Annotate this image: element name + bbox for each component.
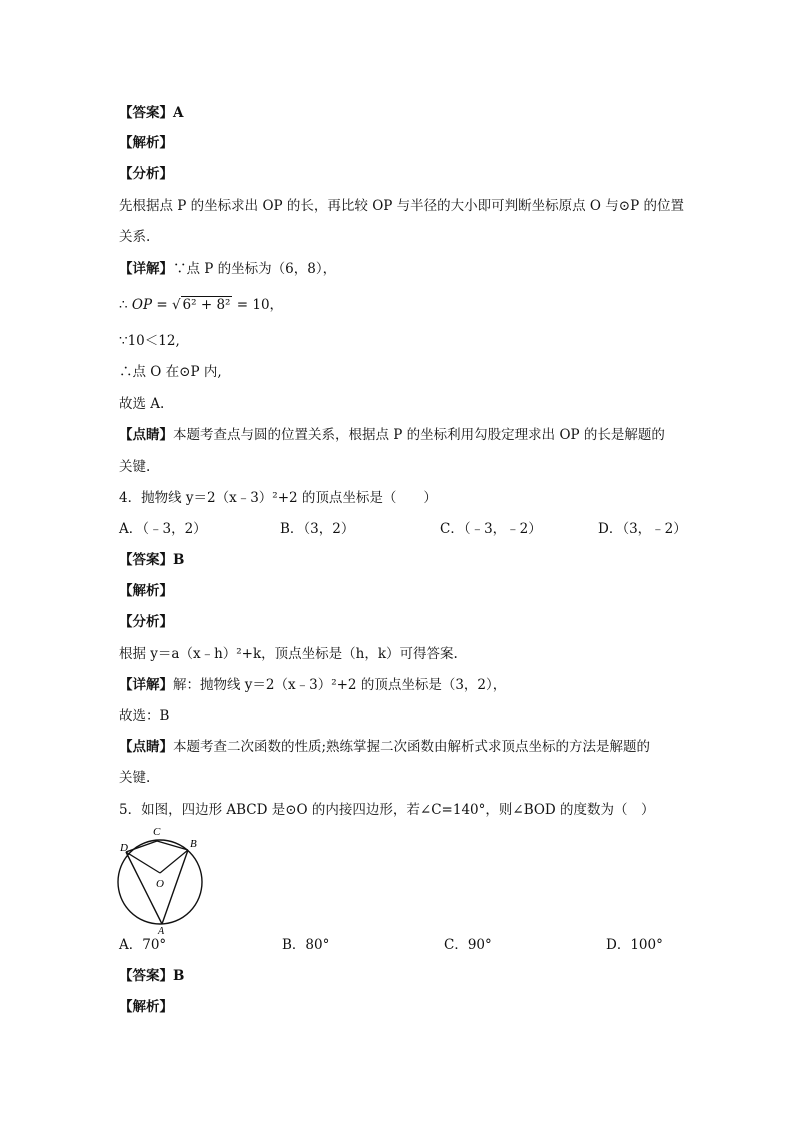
sqrt-expression: √ 6² + 8² (171, 297, 231, 313)
q5-option-c: C．90° (444, 937, 492, 953)
q3-analysis-label: 【解析】 (119, 135, 173, 151)
q3-detail-text: ∵点 P 的坐标为（6，8）， (173, 261, 337, 277)
q3-comment-text-1: 本题考查点与圆的位置关系，根据点 P 的坐标利用勾股定理求出 OP 的长是解题的 (173, 427, 665, 443)
q4-fenxi-label: 【分析】 (119, 614, 173, 630)
q3-comment-label: 【点睛】 (119, 427, 173, 443)
q4-analysis-label: 【解析】 (119, 583, 173, 599)
label-c: C (153, 826, 161, 838)
q4-option-c: C．（﹣3，﹣2） (440, 521, 542, 537)
q3-comment-text-2: 关键. (119, 459, 151, 475)
therefore-symbol: ∴ (119, 297, 128, 313)
q4-detail-text: 解：抛物线 y＝2（x﹣3）²+2 的顶点坐标是（3，2）， (173, 677, 507, 693)
segment-dc (126, 841, 157, 852)
q4-stem: 4．抛物线 y＝2（x﹣3）²+2 的顶点坐标是（ ） (119, 490, 437, 506)
q3-fenxi-label: 【分析】 (119, 166, 173, 182)
q4-answer: 【答案】B (119, 552, 185, 568)
q4-comment (119, 738, 650, 756)
q4-option-d: D．（3，﹣2） (598, 521, 687, 537)
q5-option-a: A．70° (119, 937, 167, 953)
q4-comment-text-1: 本题考查二次函数的性质;熟练掌握二次函数由解析式求顶点坐标的方法是解题的 (173, 739, 651, 755)
circle-figure (117, 824, 213, 937)
q3-fenxi-text-2: 关系. (119, 229, 151, 245)
q4-option-b: B．（3，2） (280, 521, 355, 537)
q3-step1-lhs: OP = (131, 297, 172, 313)
q3-step2: ∵10＜12, (119, 333, 180, 349)
q3-step4: 故选 A. (119, 396, 165, 412)
q4-detail-label: 【详解】 (119, 677, 173, 693)
q5-answer: 【答案】B (119, 968, 185, 984)
q5-option-d: D．100° (606, 937, 663, 953)
q4-choose: 故选：B (119, 708, 170, 724)
q3-comment (119, 426, 665, 444)
q4-comment-label: 【点睛】 (119, 739, 173, 755)
q4-comment-text-2: 关键. (119, 770, 151, 786)
label-d: D (120, 842, 128, 854)
q4-fenxi-text: 根据 y＝a（x﹣h）²+k，顶点坐标是（h，k）可得答案. (119, 646, 458, 662)
q3-step1-rhs: = 10， (236, 297, 284, 313)
q3-detail-label: 【详解】 (119, 261, 173, 277)
q5-analysis-label: 【解析】 (119, 999, 173, 1015)
q4-option-a: A．（﹣3，2） (119, 521, 207, 537)
label-b: B (190, 838, 197, 850)
q5-option-b: B．80° (282, 937, 330, 953)
label-o: O (156, 878, 164, 890)
q3-answer: 【答案】A (119, 105, 184, 121)
label-a: A (158, 926, 165, 937)
sqrt-radicand: 6² + 8² (182, 297, 231, 313)
q3-step3: ∴点 O 在⊙P 内, (119, 364, 222, 380)
q3-step1 (119, 296, 283, 314)
q3-fenxi-text-1: 先根据点 P 的坐标求出 OP 的长，再比较 OP 与半径的大小即可判断坐标原点 O 与⊙P 的位置 (119, 198, 684, 214)
q3-detail (119, 260, 336, 278)
q5-stem: 5．如图，四边形 ABCD 是⊙O 的内接四边形，若∠C=140°，则∠BOD 的度数为（ ） (119, 802, 655, 818)
q4-detail (119, 676, 506, 694)
